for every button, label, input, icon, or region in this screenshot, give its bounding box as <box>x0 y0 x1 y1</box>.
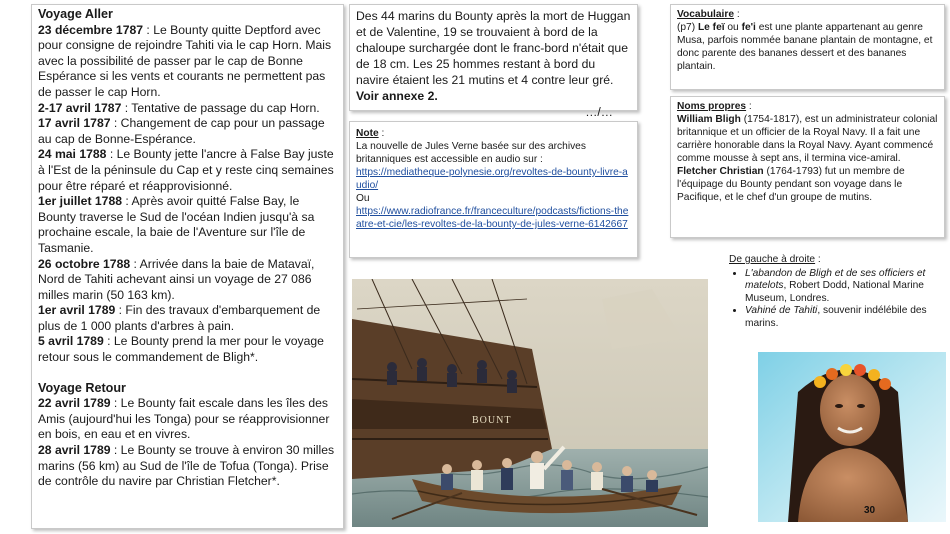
note-title-suffix: : <box>378 128 385 139</box>
voyage-timeline-panel <box>31 4 344 529</box>
caption-list <box>729 268 944 331</box>
caption-item <box>745 268 944 306</box>
entry-text: : Le Bounty jette l'ancre à False Bay juste à l'Est de la péninsule du Cap et y reste cinq semaines pour être réparé et réapprovisionné. <box>38 147 334 193</box>
noms-heading <box>677 100 938 113</box>
vahine-photo <box>758 352 946 522</box>
entry-text: : Le Bounty fait escale dans les îles des Amis (aujourd'hui les Tonga) pour se réapprovisionner en bois, en eau et en vivres. <box>38 396 330 442</box>
vocab-term: Le feï <box>697 22 725 33</box>
noms-title-suffix: : <box>746 101 752 112</box>
bligh-text: (1754-1817), est un administrateur colonial britannique et un officier de la Royal Navy. Il a fait une carrière honorable dans la Royal Navy. Ayant commencé comme mousse à sept ans, il termina vice-amiral. <box>677 114 938 164</box>
entry-text: : Fin des travaux d'embarquement de plus de 1 000 plants d'arbres à pain. <box>38 303 321 333</box>
painting-illustration <box>352 279 708 527</box>
caption-photo-title: Vahiné de Tahiti <box>745 305 818 317</box>
photo-illustration <box>758 352 946 522</box>
timeline-entry <box>38 257 337 304</box>
note-title: Note <box>356 128 379 139</box>
note-text: La nouvelle de Jules Verne basée sur des archives britanniques est accessible en audio sur : <box>356 141 586 165</box>
entry-text: : Tentative de passage du cap Horn. <box>121 100 320 115</box>
spacer <box>38 366 337 381</box>
radiofrance-link[interactable]: https://www.radiofrance.fr/franceculture/podcasts/fictions-theatre-et-cie/les-revoltes-de-la-bounty-de-jules-verne-6142667 <box>356 206 629 230</box>
entry-date: 1er avril 1789 <box>38 303 116 318</box>
bligh-name: William Bligh <box>677 114 741 125</box>
timeline-entry <box>38 23 337 101</box>
fletcher-text: (1764-1793) fut un membre de l'équipage du Bounty pendant son voyage dans le Pacifique, et le chef d'un groupe de mutins. <box>677 166 905 203</box>
annex-reference: Voir annexe 2. <box>356 89 438 103</box>
caption-item <box>745 305 944 330</box>
vocab-prefix: (p7) <box>677 22 698 33</box>
page-number: 30 <box>864 505 876 516</box>
bligh-entry <box>677 113 938 165</box>
hull-lettering: BOUNT <box>472 415 512 426</box>
timeline-entry <box>38 303 337 334</box>
crew-summary-panel <box>349 4 638 119</box>
entry-text: : Le Bounty se trouve à environ 30 milles marins (56 km) au Sud de l'île de Tofua (Tonga). Prise de contrôle du navire par Christian Fletcher*. <box>38 443 335 489</box>
entry-text: : Changement de cap pour un passage au cap de Bonne-Espérance. <box>38 116 325 146</box>
voyage-aller-heading: Voyage Aller <box>38 7 113 21</box>
entry-date: 22 avril 1789 <box>38 396 111 411</box>
entry-text: : Le Bounty prend la mer pour le voyage retour sous le commandement de Bligh*. <box>38 334 324 365</box>
fletcher-name: Fletcher Christian <box>677 166 764 177</box>
caption-artwork-title: L'abandon de Bligh et de ses officiers et matelots <box>745 267 926 292</box>
vocab-heading <box>677 8 938 21</box>
note-or: Ou <box>356 193 370 204</box>
vocab-definition <box>677 21 938 73</box>
proper-names-panel <box>670 96 945 238</box>
entry-text: : Le Bounty quitte Deptford avec pour consigne de rejoindre Tahiti via le cap Horn. Mais avec la possibilité de passer par le cap de Bonne Espérance si les vents et courants ne permettent pas de passer le cap Horn. <box>38 22 332 99</box>
entry-text: : Arrivée dans la baie de Matavaï, Nord de Tahiti achevant ainsi un voyage de 27 086 milles marin (50 163 km). <box>38 256 315 302</box>
mutiny-painting <box>352 279 708 527</box>
timeline-entry <box>38 101 337 117</box>
note-panel <box>349 121 638 258</box>
timeline-entry <box>38 147 337 194</box>
timeline-entry <box>38 116 337 147</box>
vocab-text: est une plante appartenant au genre Musa, parfois nommée banane plantain de montagne, et donc parente des bananes dessert et des bananes plantain. <box>677 22 933 72</box>
fletcher-entry <box>677 165 938 204</box>
crew-summary-text: Des 44 marins du Bounty après la mort de Huggan et de Valentine, 19 se trouvaient à bord de la chaloupe surchargée dont le franc-bord n'était que de 18 cm. Les 25 hommes restant à bord du navire étaient les 21 mutins et 4 contre leur gré. <box>356 9 631 87</box>
timeline-entry <box>38 396 337 443</box>
caption-title-suffix: : <box>815 254 821 265</box>
entry-date: 26 octobre 1788 <box>38 256 131 271</box>
vocab-or: ou <box>724 22 742 33</box>
caption-artwork-credit: , Robert Dodd, National Marine Museum, Londres. <box>745 280 924 304</box>
entry-date: 5 avril 1789 <box>38 334 104 349</box>
caption-photo-credit: , souvenir indélébile des marins. <box>745 305 927 329</box>
timeline-entry <box>38 194 337 256</box>
vocab-title-suffix: : <box>734 9 740 20</box>
entry-date: 23 décembre 1787 <box>38 22 144 37</box>
vocab-term-alt: fe'i <box>741 22 756 33</box>
entry-date: 1er juillet 1788 <box>38 194 123 209</box>
vocabulary-panel <box>670 4 945 90</box>
entry-date: 28 avril 1789 <box>38 443 111 458</box>
mediatheque-link[interactable]: https://mediatheque-polynesie.org/revoltes-de-bounty-livre-audio/ <box>356 167 628 191</box>
entry-date: 17 avril 1787 <box>38 116 111 131</box>
caption-heading <box>729 254 944 267</box>
continuation-mark: …/… <box>585 105 613 119</box>
noms-title: Noms propres <box>677 101 747 112</box>
note-heading <box>356 127 631 140</box>
vocab-title: Vocabulaire <box>677 9 734 20</box>
timeline-entry <box>38 334 337 365</box>
entry-text: : Après avoir quitté False Bay, le Bounty traverse le Sud de l'océan Indien jusqu'à sa prochaine escale, la baie de l'Aventure sur l'île de Tasmanie. <box>38 194 315 255</box>
entry-date: 24 mai 1788 <box>38 147 107 162</box>
image-caption <box>729 254 944 331</box>
caption-title: De gauche à droite <box>729 254 816 265</box>
timeline-entry <box>38 443 337 490</box>
voyage-retour-heading: Voyage Retour <box>38 380 126 395</box>
entry-date: 2-17 avril 1787 <box>38 100 122 115</box>
